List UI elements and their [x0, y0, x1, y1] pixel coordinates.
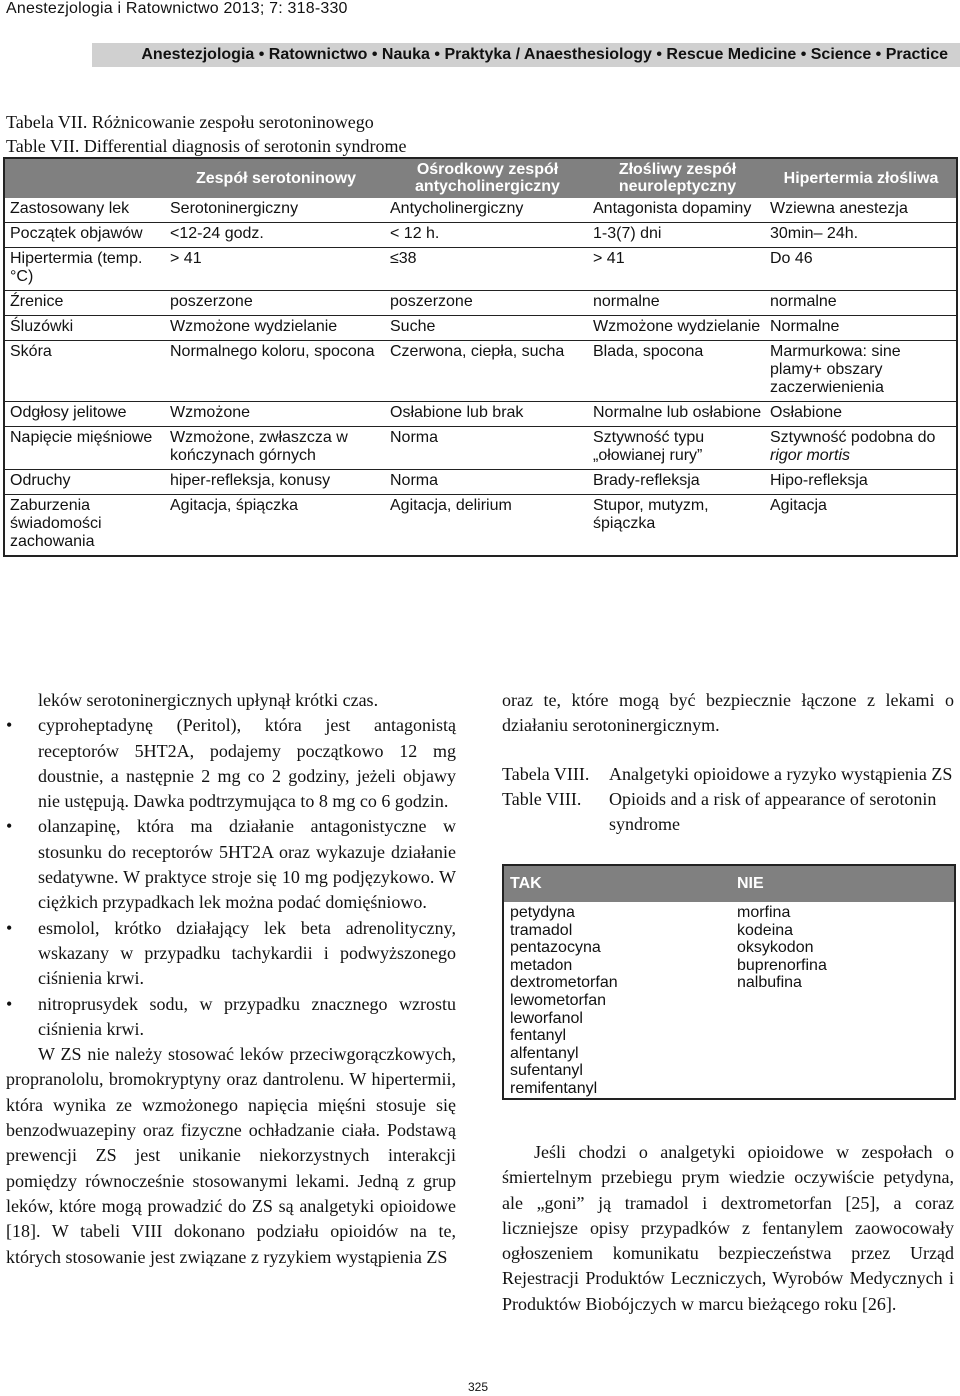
table-cell: Stupor, mutyzm, śpiączka [589, 495, 766, 557]
table-cell: > 41 [589, 248, 766, 291]
table-cell: hiper-refleksja, konusy [166, 470, 386, 495]
table-row-header: Śluzówki [4, 316, 166, 341]
list-item-text: nitroprusydek sodu, w przypadku znacznego wzrostu ciśnienia krwi. [38, 993, 456, 1039]
table-cell: Wzmożone, zwłaszcza w kończynach górnych [166, 427, 386, 470]
list-item: petydyna [510, 904, 575, 921]
table7-caption [6, 110, 406, 158]
table-cell: Sztywność podobna do rigor mortis [766, 427, 957, 470]
table7-title-en: Table VII. Differential diagnosis of serotonin syndrome [6, 136, 407, 156]
table-row [4, 495, 957, 557]
table8-header-nie: NIE [737, 875, 764, 892]
list-item: remifentanyl [510, 1079, 598, 1097]
left-paragraph: W ZS nie należy stosować leków przeciwgorączkowych, propranololu, bromokryptyny oraz dantrolenu. W hipertermii, która wynika ze wzmożonego napięcia mięśni stosuje się benzodwuazepiny oraz fizyczne ochładzanie ciała. Podstawą prewencji ZS jest unikanie niekorzystnych interakcji pomiędzy równocześnie stosowanymi lekami. Jedną z grup leków, które mogą prowadzić do ZS są analgetyki opioidowe [18]. W tabeli VIII dokonano podziału opioidów na te, których stosowanie jest związane z ryzykiem wystąpienia ZS [6, 1044, 456, 1267]
list-item: morfina [737, 904, 791, 921]
table-cell: Osłabione lub brak [386, 402, 589, 427]
table-cell: Sztywność typu „ołowianej rury” [589, 427, 766, 470]
table-row [4, 341, 957, 402]
table-row [4, 316, 957, 341]
table-row [4, 427, 957, 470]
nie-list [737, 904, 954, 992]
list-item: leworfanol [510, 1009, 583, 1027]
list-item: lewometorfan [510, 991, 607, 1009]
table7 [3, 157, 958, 557]
table-row-header: Skóra [4, 341, 166, 402]
bullet-icon: • [6, 816, 13, 837]
left-column [6, 688, 456, 1270]
table-cell: Marmurkowa: sine plamy+ obszary zaczerwienienia [766, 341, 957, 402]
table7-header-cell [4, 158, 166, 198]
bullet-icon: • [6, 993, 13, 1014]
table8-body [504, 902, 954, 1098]
list-item [6, 916, 456, 992]
bullet-icon: • [6, 917, 13, 938]
table-cell: Wzmożone wydzielanie [166, 316, 386, 341]
table-row-header: Źrenice [4, 291, 166, 316]
table-cell: Do 46 [766, 248, 957, 291]
table8-caption-en [502, 787, 954, 837]
table8 [502, 864, 956, 1100]
table-cell: 30min– 24h. [766, 223, 957, 248]
right-column-paragraph [502, 1140, 954, 1317]
table8-header-row [504, 866, 954, 902]
treatment-list [6, 713, 456, 1042]
table-cell: normalne [589, 291, 766, 316]
table7-header-cell: Hipertermia złośliwa [766, 158, 957, 198]
table-cell: normalne [766, 291, 957, 316]
table7-header-row [4, 158, 957, 198]
right-column-intro [502, 688, 954, 739]
left-intro: leków serotoninergicznych upłynął krótki czas. [38, 690, 379, 710]
list-item [6, 992, 456, 1043]
table-row [4, 223, 957, 248]
table-cell: Hipo-refleksja [766, 470, 957, 495]
list-item: nalbufina [737, 974, 802, 992]
table-row [4, 470, 957, 495]
list-item: alfentanyl [510, 1044, 579, 1062]
table-row-header: Odruchy [4, 470, 166, 495]
table-cell: Suche [386, 316, 589, 341]
table8-caption [502, 762, 954, 837]
table8-col-nie [731, 904, 954, 1098]
table8-header-tak: TAK [510, 875, 542, 892]
table-cell: <12-24 godz. [166, 223, 386, 248]
table-cell: Czerwona, ciepła, sucha [386, 341, 589, 402]
table-cell: Blada, spocona [589, 341, 766, 402]
table-cell: > 41 [166, 248, 386, 291]
table-cell: 1-3(7) dni [589, 223, 766, 248]
table-cell: Wzmożone wydzielanie [589, 316, 766, 341]
tak-list [510, 904, 731, 1098]
table-cell: Norma [386, 427, 589, 470]
table-row-header: Hipertermia (temp. °C) [4, 248, 166, 291]
table7-header-cell: Złośliwy zespół neuroleptyczny [589, 158, 766, 198]
table-cell: Osłabione [766, 402, 957, 427]
table-cell: poszerzone [166, 291, 386, 316]
table-row [4, 198, 957, 223]
table-cell: Normalne lub osłabione [589, 402, 766, 427]
table-cell: Agitacja [766, 495, 957, 557]
table8-title-pl: Analgetyki opioidowe a ryzyko wystąpienia ZS [609, 764, 953, 784]
table8-col-tak [504, 904, 731, 1098]
table-row [4, 248, 957, 291]
list-item [6, 713, 456, 814]
table-cell: Norma [386, 470, 589, 495]
table-cell: Antagonista dopaminy [589, 198, 766, 223]
list-item: oksykodon [737, 939, 814, 957]
table-cell: poszerzone [386, 291, 589, 316]
table-row-header: Początek objawów [4, 223, 166, 248]
table-row [4, 291, 957, 316]
table-row-header: Odgłosy jelitowe [4, 402, 166, 427]
table-cell: ≤38 [386, 248, 589, 291]
table-cell: Serotoninergiczny [166, 198, 386, 223]
table8-label-en: Table VIII. [502, 789, 582, 809]
journal-reference: Anestezjologia i Ratownictwo 2013; 7: 318-330 [6, 0, 348, 17]
list-item [6, 814, 456, 915]
right-intro: oraz te, które mogą być bezpiecznie łączone z lekami o działaniu serotoninergicznym. [502, 690, 954, 736]
table7-title-pl: Tabela VII. Różnicowanie zespołu serotoninowego [6, 112, 374, 132]
table-cell: Agitacja, delirium [386, 495, 589, 557]
bullet-icon: • [6, 715, 13, 736]
journal-header-band [92, 43, 960, 67]
table-cell: Wzmożone [166, 402, 386, 427]
list-item-text: cyproheptadynę (Peritol), która jest antagonistą receptorów 5HT2A, podajemy początkowo 12 mg doustnie, a następnie 2 mg co 2 godziny, jeżeli objawy nie ustępują. Dawka podtrzymująca to 8 mg co 6 godzin. [38, 715, 456, 812]
right-paragraph: Jeśli chodzi o analgetyki opioidowe w zespołach o śmiertelnym przebiegu prym wiedzie oczywiście petydyna, ale „goni” ją tramadol i dextrometorfan [25], a coraz liczniejsze opisy przypadków z fentanylem zaowocowały ogłoszeniem komunikatu bezpieczeństwa przez Urząd Rejestracji Produktów Leczniczych, Wyrobów Medycznych i Produktów Biobójczych w marcu bieżącego roku [26]. [502, 1142, 954, 1314]
table-cell: Antycholinergiczny [386, 198, 589, 223]
list-item: pentazocyna [510, 939, 601, 957]
list-item: fentanyl [510, 1027, 567, 1045]
table8-label-pl: Tabela VIII. [502, 764, 590, 784]
table-row-header: Zaburzenia świadomości zachowania [4, 495, 166, 557]
list-item: dextrometorfan [510, 974, 618, 992]
list-item: kodeina [737, 921, 794, 939]
list-item-text: esmolol, krótko działający lek beta adrenolityczny, wskazany w przypadku tachykardii i podwyższonego ciśnienia krwi. [38, 917, 456, 989]
table-cell: < 12 h. [386, 223, 589, 248]
list-item-text: olanzapinę, która ma działanie antagonistyczne w stosunku do receptorów 5HT2A oraz wykazuje działanie sedatywne. W praktyce stroje się 10 mg podjęzykowo. W ciężkich przypadkach lek można podać domięśniowo. [38, 816, 456, 913]
page-number: 325 [468, 1380, 489, 1394]
list-item: metadon [510, 956, 573, 974]
list-item: buprenorfina [737, 956, 827, 974]
table-row-header: Napięcie mięśniowe [4, 427, 166, 470]
table8-title-en: Opioids and a risk of appearance of serotonin syndrome [609, 789, 937, 834]
table7-header-cell: Ośrodkowy zespół antycholinergiczny [386, 158, 589, 198]
table-cell: Wziewna anestezja [766, 198, 957, 223]
list-item: tramadol [510, 921, 573, 939]
table-row [4, 402, 957, 427]
table7-body [4, 198, 957, 556]
italic-term: rigor mortis [770, 447, 851, 464]
table-row-header: Zastosowany lek [4, 198, 166, 223]
table-cell: Normalnego koloru, spocona [166, 341, 386, 402]
table-cell: Agitacja, śpiączka [166, 495, 386, 557]
table-cell: Normalne [766, 316, 957, 341]
list-item: sufentanyl [510, 1062, 583, 1080]
table8-caption-pl [502, 762, 954, 787]
journal-header-text: Anestezjologia • Ratownictwo • Nauka • Praktyka / Anaesthesiology • Rescue Medicine • Science • Practice [141, 46, 948, 63]
table7-header-cell: Zespół serotoninowy [166, 158, 386, 198]
table-cell: Brady-refleksja [589, 470, 766, 495]
